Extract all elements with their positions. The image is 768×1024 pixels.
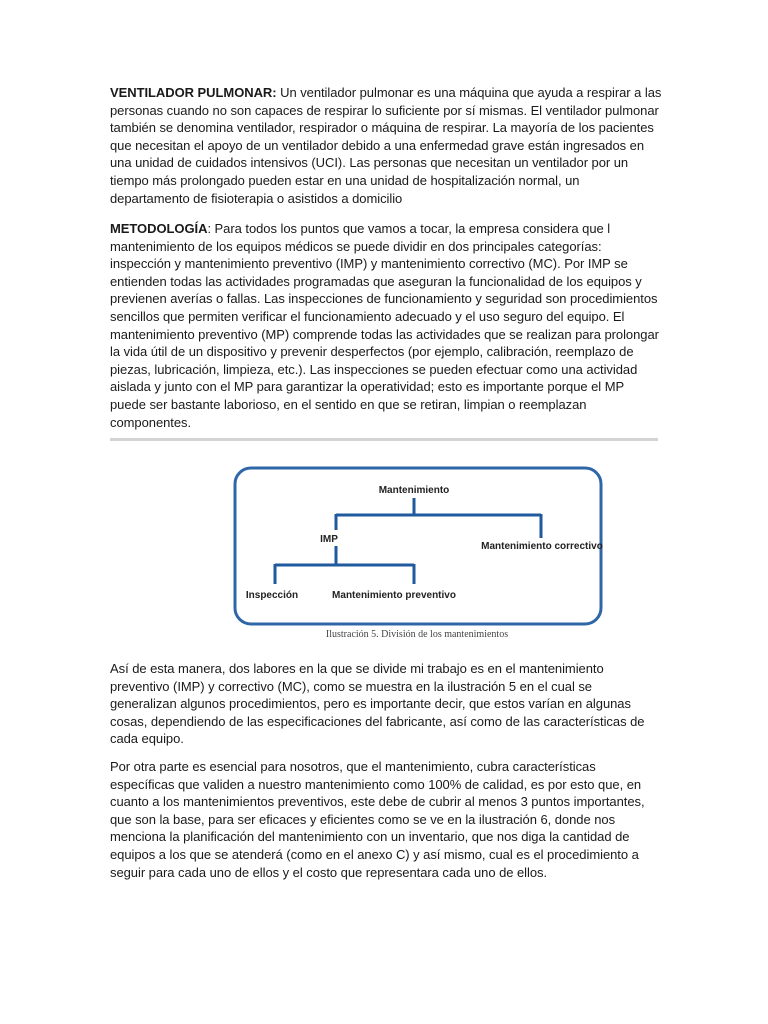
- figure-caption: Ilustración 5. División de los mantenimientos: [325, 629, 509, 640]
- paragraph-labores: [110, 660, 662, 748]
- node-imp: IMP: [320, 534, 338, 545]
- maintenance-diagram: [228, 462, 606, 646]
- paragraph-body: Un ventilador pulmonar es una máquina que ayuda a respirar a las personas cuando no son capaces de respirar lo suficiente por sí mismas. El ventilador pulmonar también se denomina ventilador, respirador o máquina de respirar. La mayoría de los pacientes que necesitan el apoyo de un ventilador debido a una enfermedad grave están ingresados en una unidad de cuidados intensivos (UCI). Las personas que necesitan un ventilador por un tiempo más prolongado pueden estar en una unidad de hospitalización normal, un departamento de fisioterapia o asistidos a domicilio: [110, 85, 662, 206]
- paragraph-body: Así de esta manera, dos labores en la que se divide mi trabajo es en el mantenimiento preventivo (IMP) y correctivo (MC), como se muestra en la ilustración 5 en el cual se generalizan algunos procedimientos, pero es importante decir, que estos varían en algunas cosas, dependiendo de las especificaciones del fabricante, así como de las características de cada equipo.: [110, 661, 645, 747]
- node-mantenimiento-preventivo: Mantenimiento preventivo: [332, 590, 456, 601]
- diagram-canvas: [228, 462, 606, 626]
- node-inspeccion: Inspección: [245, 590, 299, 601]
- node-mantenimiento-correctivo: Mantenimiento correctivo: [481, 541, 603, 552]
- horizontal-divider: [110, 438, 658, 441]
- paragraph-body: : Para todos los puntos que vamos a tocar, la empresa considera que l mantenimiento de los equipos médicos se puede dividir en dos principales categorías: inspección y mantenimiento preventivo (IMP) y mantenimiento correctivo (MC). Por IMP se entienden todas las actividades programadas que aseguran la funcionalidad de los equipos y previenen averías o fallas. Las inspecciones de funcionamiento y seguridad son procedimientos sencillos que permiten verificar el funcionamiento adecuado y el uso seguro del equipo. El mantenimiento preventivo (MP) comprende todas las actividades que se realizan para prolongar la vida útil de un dispositivo y prevenir desperfectos (por ejemplo, calibración, reemplazo de piezas, lubricación, limpieza, etc.). Las inspecciones se pueden efectuar como una actividad aislada y junto con el MP para garantizar la operatividad; esto es importante porque el MP puede ser bastante laborioso, en el sentido en que se retiran, limpian o reemplazan componentes.: [110, 221, 659, 430]
- paragraph-metodologia: [110, 220, 662, 431]
- paragraph-calidad: [110, 758, 662, 881]
- paragraph-body: Por otra parte es esencial para nosotros, que el mantenimiento, cubra características específicas que validen a nuestro mantenimiento como 100% de calidad, es por esto que, en cuanto a los mantenimientos preventivos, este debe de cubrir al menos 3 puntos importantes, que son la base, para ser eficaces y eficientes como se ve en la ilustración 6, donde nos menciona la planificación del mantenimiento con un inventario, que nos diga la cantidad de equipos a los que se atenderá (como en el anexo C) y así mismo, cual es el procedimiento a seguir para cada uno de ellos y el costo que representara cada uno de ellos.: [110, 759, 645, 880]
- node-mantenimiento: Mantenimiento: [378, 485, 450, 496]
- paragraph-heading: METODOLOGÍA: [110, 221, 208, 236]
- paragraph-ventilador: [110, 84, 662, 207]
- paragraph-heading: VENTILADOR PULMONAR:: [110, 85, 277, 100]
